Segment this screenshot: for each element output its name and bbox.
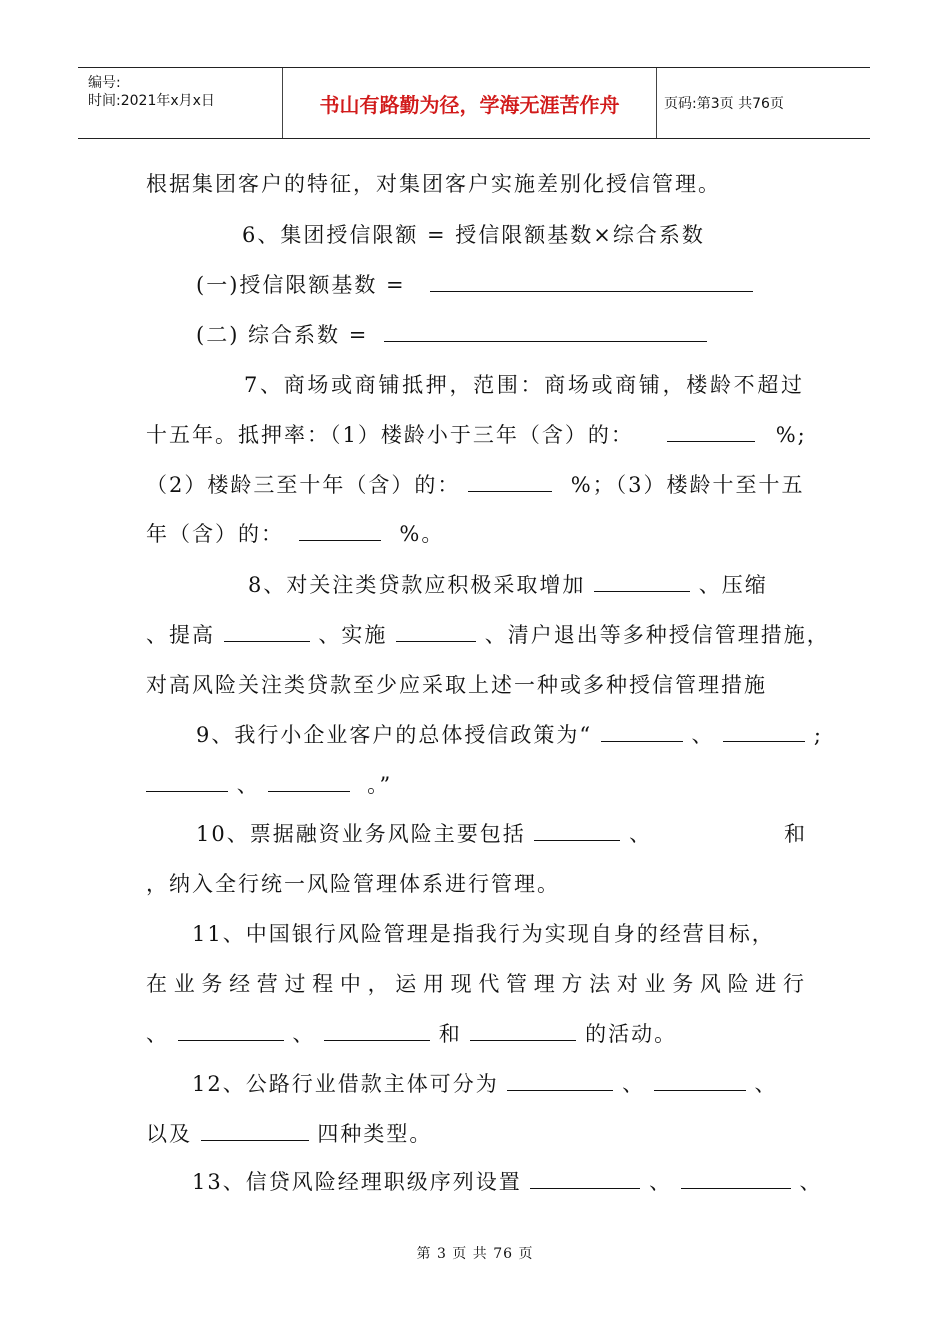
text-segment: 、: [799, 1170, 823, 1194]
text-line: [146, 520, 444, 548]
number-label: 编号:: [88, 75, 121, 91]
page-header: [78, 67, 870, 139]
fill-blank: [594, 571, 690, 592]
text-segment: 10、票据融资业务风险主要包括: [196, 822, 526, 846]
text-line: [146, 471, 460, 499]
text-line: 根据集团客户的特征，对集团客户实施差别化授信管理。: [146, 172, 721, 196]
fill-blank: [384, 321, 707, 342]
fill-blank: [201, 1120, 309, 1141]
text-segment: 、: [691, 723, 715, 747]
fill-blank: [268, 771, 350, 792]
fill-blank: [470, 1020, 576, 1041]
fill-blank: [224, 621, 310, 642]
text-line: 11、中国银行风险管理是指我行为实现自身的经营目标，: [192, 922, 775, 946]
text-segment: （2）楼龄三至十年（含）的：: [146, 473, 461, 497]
text-segment: 年（含）的：: [146, 522, 284, 546]
fill-blank: [396, 621, 476, 642]
text-line: [146, 1120, 432, 1148]
fill-blank: [681, 1168, 791, 1189]
text-line: [196, 321, 368, 349]
text-segment: (一)授信限额基数 =: [196, 273, 406, 297]
fill-blank: [430, 271, 753, 292]
text-segment: 9、我行小企业客户的总体授信政策为“: [196, 723, 593, 747]
fill-blank: [468, 471, 552, 492]
text-line: [248, 571, 768, 599]
text-segment: 、压缩: [698, 573, 768, 597]
fill-blank: [530, 1168, 640, 1189]
text-segment: 、清户退出等多种授信管理措施，: [484, 623, 830, 647]
text-line: 和: [784, 822, 807, 846]
blank-line: [430, 271, 753, 299]
text-line: [667, 421, 807, 449]
fill-blank: [324, 1020, 430, 1041]
fill-blank: [299, 520, 381, 541]
fill-blank: [507, 1070, 613, 1091]
text-segment: 的活动。: [585, 1022, 678, 1046]
text-line: [192, 1168, 822, 1196]
text-line: [146, 421, 634, 449]
text-segment: ;: [813, 723, 823, 747]
text-segment: 、: [292, 1022, 316, 1046]
text-segment: 12、公路行业借款主体可分为: [192, 1072, 499, 1096]
text-segment: %。: [399, 522, 445, 546]
text-line: [146, 621, 830, 649]
text-segment: 十五年。抵押率：（1）楼龄小于三年（含）的：: [146, 423, 634, 447]
text-line: [196, 271, 406, 299]
text-segment: 、: [649, 1170, 673, 1194]
text-segment: 13、信贷风险经理职级序列设置: [192, 1170, 522, 1194]
text-line: 对高风险关注类贷款至少应采取上述一种或多种授信管理措施: [146, 673, 767, 697]
header-page-info: 页码:第3页 共76页: [664, 96, 784, 112]
header-meta: [78, 68, 283, 138]
fill-blank: [146, 771, 228, 792]
fill-blank: [667, 421, 755, 442]
text-segment: %;: [775, 423, 807, 447]
page-footer: 第 3 页 共 76 页: [416, 1246, 534, 1262]
text-line: [192, 1070, 777, 1098]
text-segment: %；（3）楼龄十至十五: [570, 473, 805, 497]
text-segment: 、: [629, 822, 653, 846]
fill-blank: [601, 721, 683, 742]
text-line: [146, 771, 392, 799]
fill-blank: [654, 1070, 746, 1091]
date-label: 时间:2021年x月x日: [88, 93, 215, 109]
text-segment: 、: [146, 1022, 169, 1046]
text-segment: 以及: [146, 1122, 192, 1146]
text-line: 6、集团授信限额 = 授信限额基数×综合系数: [242, 223, 705, 247]
text-line: [196, 820, 652, 848]
text-segment: 8、对关注类贷款应积极采取增加: [248, 573, 586, 597]
text-line: [196, 721, 823, 749]
text-segment: 、提高: [146, 623, 215, 647]
fill-blank: [534, 820, 620, 841]
blank-line: [384, 321, 707, 349]
header-motto: 书山有路勤为径，学海无涯苦作舟: [283, 68, 657, 138]
text-segment: (二) 综合系数 =: [196, 323, 369, 347]
fill-blank: [178, 1020, 284, 1041]
text-line: 7、商场或商铺抵押，范围：商场或商铺，楼龄不超过: [244, 373, 804, 397]
text-segment: 、: [622, 1072, 646, 1096]
text-segment: 和: [438, 1022, 462, 1046]
text-line: [146, 1020, 677, 1048]
text-segment: 、: [236, 773, 260, 797]
text-segment: 、: [754, 1072, 778, 1096]
text-segment: 。”: [367, 773, 393, 797]
text-segment: 、实施: [318, 623, 388, 647]
text-segment: 四种类型。: [317, 1122, 433, 1146]
text-line: [468, 471, 805, 499]
text-line: ，纳入全行统一风险管理体系进行管理。: [146, 872, 560, 896]
fill-blank: [723, 721, 805, 742]
text-line: 在业务经营过程中，运用现代管理方法对业务风险进行: [146, 972, 806, 996]
